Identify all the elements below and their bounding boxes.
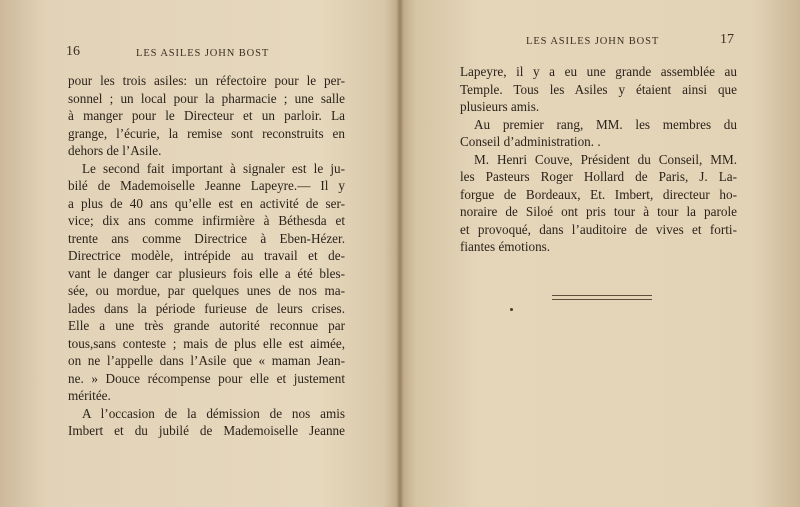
- text-line: forgue de Bordeaux, Et. Imbert, directeur ho-: [460, 186, 737, 202]
- text-line: Imbert et du jubilé de Mademoiselle Jeanne: [68, 423, 345, 438]
- text-line: Lapeyre, il y a eu une grande assemblée au: [460, 64, 737, 79]
- text-line: sonnel ; un local pour la pharmacie ; une salle: [68, 90, 345, 106]
- text-line: et provoqué, dans l’auditoire de vives et forti-: [460, 221, 737, 237]
- text-line: Conseil d’administration. .: [460, 134, 601, 149]
- text-line: vant le danger car plusieurs fois elle a été bles-: [68, 265, 345, 281]
- left-running-head: LES ASILES JOHN BOST: [136, 48, 270, 59]
- ink-speck: [510, 308, 513, 311]
- left-page: [0, 0, 398, 507]
- text-line: ne. » Douce récompense pour elle et justement: [68, 370, 345, 386]
- right-page: [402, 0, 800, 507]
- text-line: à manger pour le Directeur et un parloir. La: [68, 108, 345, 123]
- text-line: a plus de 40 ans qu’elle est en activité de ser-: [68, 195, 345, 211]
- text-line: Au premier rang, MM. les membres du: [474, 116, 737, 132]
- left-page-text: [68, 72, 345, 440]
- text-line: Le second fait important à signaler est le ju-: [82, 160, 345, 176]
- text-line: Directrice modèle, intrépide au travail et de-: [68, 248, 345, 263]
- text-line: dehors de l’Asile.: [68, 143, 162, 158]
- right-page-text: [460, 63, 737, 256]
- text-line: pour les trois asiles: un réfectoire pour le per-: [68, 73, 345, 88]
- text-line: méritée.: [68, 388, 111, 403]
- right-page-number: 17: [720, 32, 734, 47]
- text-line: Temple. Tous les Asiles y étaient ainsi que: [460, 81, 737, 97]
- text-line: vice; dix ans comme infirmière à Béthesda et: [68, 213, 345, 228]
- left-page-number: 16: [66, 44, 80, 59]
- text-line: on ne l’appelle dans l’Asile que « maman Jean-: [68, 353, 345, 368]
- text-line: M. Henri Couve, Président du Conseil, MM.: [474, 151, 737, 167]
- text-line: Elle a une très grande autorité reconnue par: [68, 318, 345, 333]
- text-line: plusieurs amis.: [460, 99, 540, 114]
- text-line: A l’occasion de la démission de nos amis: [82, 405, 345, 421]
- text-line: noraire de Siloé ont pris tour à tour la parole: [460, 204, 737, 219]
- text-line: bilé de Mademoiselle Jeanne Lapeyre.— Il y: [68, 178, 345, 193]
- text-line: grange, l’écurie, la remise sont reconstruits en: [68, 125, 345, 141]
- text-line: sée, ou mordue, par quelques unes de nos ma-: [68, 283, 345, 298]
- text-line: tous,sans conteste ; mais de plus elle est aimée,: [68, 335, 345, 351]
- text-line: trente ans comme Directrice à Eben-Hézer.: [68, 230, 345, 246]
- right-running-head: LES ASILES JOHN BOST: [526, 36, 660, 47]
- section-end-rule: [552, 295, 652, 300]
- text-line: lades dans la période furieuse de leurs crises.: [68, 300, 345, 316]
- text-line: fiantes émotions.: [460, 239, 551, 254]
- text-line: les Pasteurs Roger Hollard de Paris, J. La-: [460, 169, 737, 184]
